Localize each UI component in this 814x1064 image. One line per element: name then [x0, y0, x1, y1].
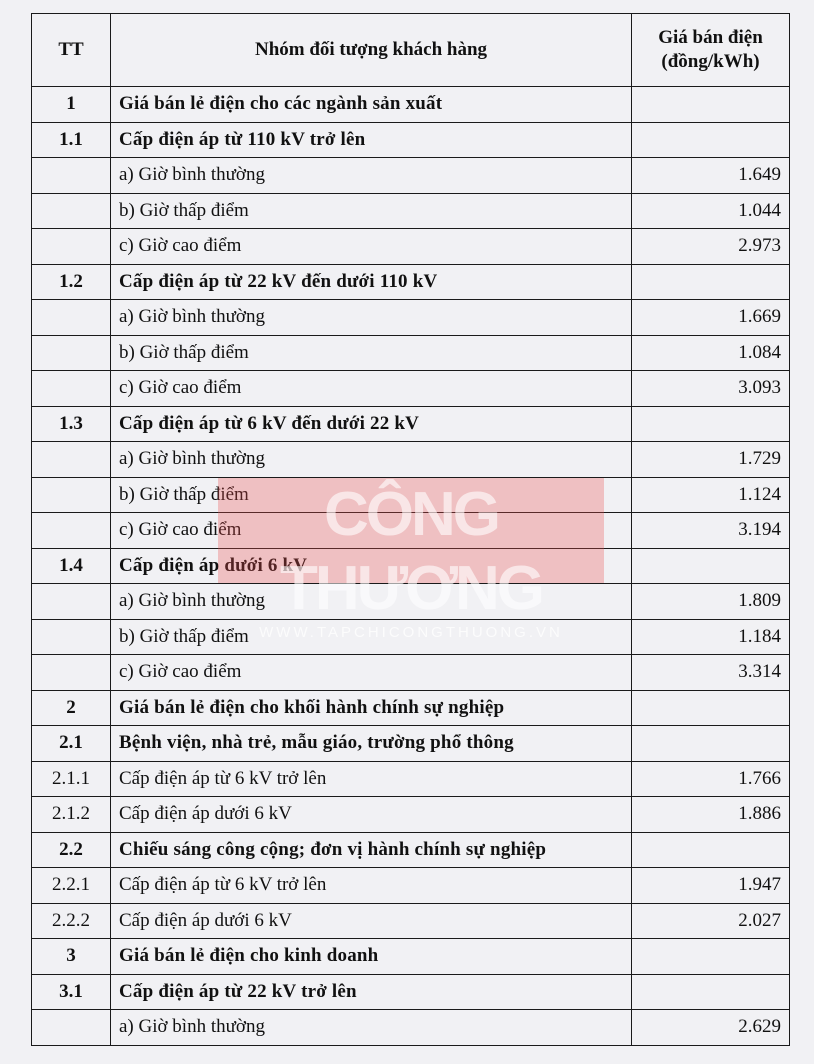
table-row	[32, 229, 790, 265]
row-tt-cell	[32, 371, 111, 407]
row-price-cell	[632, 690, 790, 726]
watermark-url: WWW.TAPCHICONGTHUONG.VN	[259, 624, 563, 641]
table-section-row	[32, 939, 790, 975]
row-price-cell: 2.629	[632, 1010, 790, 1046]
row-price-cell: 1.947	[632, 868, 790, 904]
row-tt-cell: 2.1.2	[32, 797, 111, 833]
row-price-cell: 2.027	[632, 903, 790, 939]
row-name-cell: Cấp điện áp dưới 6 kV	[111, 903, 632, 939]
row-price-cell: 1.766	[632, 761, 790, 797]
row-price-cell: 1.669	[632, 300, 790, 336]
row-price-cell: 2.973	[632, 229, 790, 265]
row-tt-cell: 2.2.1	[32, 868, 111, 904]
row-price-cell: 1.124	[632, 477, 790, 513]
table-row	[32, 619, 790, 655]
row-tt-cell: 1	[32, 87, 111, 123]
table-section-row	[32, 87, 790, 123]
row-price-cell	[632, 548, 790, 584]
row-price-cell: 1.729	[632, 442, 790, 478]
table-header	[32, 14, 790, 87]
row-name-cell: c) Giờ cao điểm	[111, 229, 632, 265]
row-price-cell	[632, 974, 790, 1010]
tariff-table	[31, 13, 790, 1046]
table-body	[32, 87, 790, 1046]
row-tt-cell	[32, 584, 111, 620]
row-tt-cell	[32, 300, 111, 336]
row-price-cell	[632, 264, 790, 300]
header-price	[632, 14, 790, 87]
row-name-cell: a) Giờ bình thường	[111, 442, 632, 478]
row-price-cell: 3.093	[632, 371, 790, 407]
table-section-row	[32, 832, 790, 868]
row-name-cell: Bệnh viện, nhà trẻ, mẫu giáo, trường phổ thông	[111, 726, 632, 762]
header-price-line2: (đồng/kWh)	[661, 51, 760, 72]
row-price-cell: 1.886	[632, 797, 790, 833]
table-row	[32, 477, 790, 513]
row-price-cell	[632, 122, 790, 158]
row-name-cell: Giá bán lẻ điện cho khối hành chính sự nghiệp	[111, 690, 632, 726]
header-price-line1: Giá bán điện	[658, 27, 763, 48]
row-name-cell: Giá bán lẻ điện cho các ngành sản xuất	[111, 87, 632, 123]
row-tt-cell	[32, 442, 111, 478]
table-section-row	[32, 726, 790, 762]
table-row	[32, 903, 790, 939]
row-tt-cell: 2.2.2	[32, 903, 111, 939]
row-tt-cell	[32, 513, 111, 549]
row-name-cell: c) Giờ cao điểm	[111, 371, 632, 407]
row-price-cell	[632, 832, 790, 868]
table-row	[32, 371, 790, 407]
row-name-cell: Cấp điện áp dưới 6 kV	[111, 797, 632, 833]
row-tt-cell: 1.3	[32, 406, 111, 442]
row-tt-cell: 2.1.1	[32, 761, 111, 797]
table-row	[32, 655, 790, 691]
row-name-cell: a) Giờ bình thường	[111, 1010, 632, 1046]
row-price-cell	[632, 939, 790, 975]
row-price-cell: 1.044	[632, 193, 790, 229]
row-price-cell: 1.184	[632, 619, 790, 655]
row-name-cell: Giá bán lẻ điện cho kinh doanh	[111, 939, 632, 975]
row-name-cell: Cấp điện áp từ 6 kV trở lên	[111, 761, 632, 797]
row-tt-cell	[32, 229, 111, 265]
row-name-cell: Cấp điện áp từ 6 kV trở lên	[111, 868, 632, 904]
row-price-cell: 3.194	[632, 513, 790, 549]
table-section-row	[32, 548, 790, 584]
table-section-row	[32, 406, 790, 442]
row-price-cell	[632, 726, 790, 762]
row-tt-cell	[32, 158, 111, 194]
row-tt-cell	[32, 193, 111, 229]
watermark-title: CÔNG THƯƠNG	[280, 480, 542, 623]
row-tt-cell	[32, 619, 111, 655]
row-name-cell: b) Giờ thấp điểm	[111, 193, 632, 229]
header-row	[32, 14, 790, 87]
row-price-cell: 1.084	[632, 335, 790, 371]
table-row	[32, 797, 790, 833]
table-row	[32, 193, 790, 229]
row-name-cell: Cấp điện áp từ 22 kV đến dưới 110 kV	[111, 264, 632, 300]
row-name-cell: c) Giờ cao điểm	[111, 655, 632, 691]
table-row	[32, 442, 790, 478]
header-tt: TT	[32, 14, 111, 87]
row-name-cell: b) Giờ thấp điểm	[111, 477, 632, 513]
table-row	[32, 158, 790, 194]
row-name-cell: b) Giờ thấp điểm	[111, 619, 632, 655]
table-section-row	[32, 690, 790, 726]
row-tt-cell	[32, 335, 111, 371]
row-tt-cell: 2	[32, 690, 111, 726]
row-tt-cell: 3	[32, 939, 111, 975]
row-name-cell: b) Giờ thấp điểm	[111, 335, 632, 371]
row-price-cell	[632, 87, 790, 123]
row-price-cell	[632, 406, 790, 442]
row-tt-cell: 1.2	[32, 264, 111, 300]
table-row	[32, 513, 790, 549]
table-section-row	[32, 122, 790, 158]
row-tt-cell: 2.2	[32, 832, 111, 868]
row-name-cell: a) Giờ bình thường	[111, 300, 632, 336]
row-tt-cell: 1.1	[32, 122, 111, 158]
table-section-row	[32, 264, 790, 300]
row-name-cell: Cấp điện áp từ 6 kV đến dưới 22 kV	[111, 406, 632, 442]
table-row	[32, 1010, 790, 1046]
table-row	[32, 584, 790, 620]
row-tt-cell	[32, 477, 111, 513]
row-name-cell: Cấp điện áp từ 110 kV trở lên	[111, 122, 632, 158]
row-tt-cell: 2.1	[32, 726, 111, 762]
table-row	[32, 300, 790, 336]
row-tt-cell	[32, 1010, 111, 1046]
table-row	[32, 761, 790, 797]
row-tt-cell: 3.1	[32, 974, 111, 1010]
row-name-cell: c) Giờ cao điểm	[111, 513, 632, 549]
row-name-cell: Cấp điện áp từ 22 kV trở lên	[111, 974, 632, 1010]
row-price-cell: 3.314	[632, 655, 790, 691]
row-price-cell: 1.809	[632, 584, 790, 620]
table-row	[32, 335, 790, 371]
table-row	[32, 868, 790, 904]
row-tt-cell	[32, 655, 111, 691]
row-name-cell: a) Giờ bình thường	[111, 158, 632, 194]
row-name-cell: Chiếu sáng công cộng; đơn vị hành chính sự nghiệp	[111, 832, 632, 868]
table-section-row	[32, 974, 790, 1010]
row-tt-cell: 1.4	[32, 548, 111, 584]
header-customer-group: Nhóm đối tượng khách hàng	[111, 14, 632, 87]
row-name-cell: Cấp điện áp dưới 6 kV	[111, 548, 632, 584]
row-name-cell: a) Giờ bình thường	[111, 584, 632, 620]
row-price-cell: 1.649	[632, 158, 790, 194]
